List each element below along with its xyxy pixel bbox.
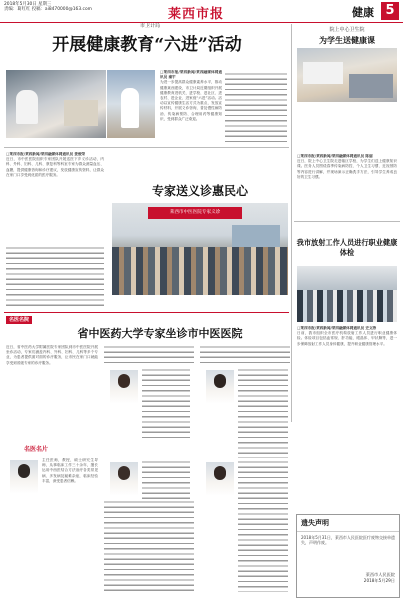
issue-date: 2018年5月30日 星期三: [4, 2, 52, 7]
page-header: [0, 0, 403, 23]
notice-date: 2018年5月29日: [363, 578, 395, 583]
portrait-head: [118, 466, 130, 480]
notice-body: 2018年5月31日，莱西市人民医院医疗废物交接单遗失，声明作废。: [301, 535, 395, 546]
doctor-bio-text: [42, 458, 98, 594]
right-story1-photo: [297, 48, 397, 102]
story3-title: 省中医药大学专家坐诊市中医医院: [77, 327, 243, 340]
story3-intro: [6, 345, 98, 441]
story3-intro-col2: [104, 345, 194, 365]
story1-photo-left: [6, 70, 106, 138]
portrait-head: [18, 464, 30, 478]
right-story2-head: [296, 238, 398, 258]
section-tag: 名医名院: [6, 316, 32, 324]
right-story1-kicker: 院上中心卫生院: [329, 27, 365, 33]
story3-head: [30, 325, 290, 341]
row-divider-1: [4, 147, 289, 148]
header-meta: [4, 2, 92, 13]
photo-figure: [16, 90, 38, 124]
right-story2-body: 日前，我市组织全市医疗机构放射工作人员进行职业健康体检。体检项目包括血常规、肝功能、眼晶体、甲状腺等，进一步保障放射工作人员身体健康，提升职业健康管理水平。: [297, 331, 397, 346]
story2-byline: □莱西市报/莱西新闻/莱西融媒体网通讯员 姜俊荣: [6, 152, 86, 156]
doctor-portrait: [10, 460, 38, 494]
right-story1-text: [297, 154, 397, 216]
photo-desk: [64, 100, 98, 126]
photo-banner: 莱西市中医医院专家义诊: [148, 207, 242, 219]
story2-side-continued: [6, 246, 104, 306]
notice-title: 遗失声明: [297, 515, 399, 532]
story2-title: 专家送义诊惠民心: [151, 184, 248, 198]
photo-building: [232, 225, 280, 247]
doctor-portrait: [110, 370, 138, 404]
right-story2-title: 我市放射工作人员进行职业健康体检: [296, 238, 398, 257]
story1-title: 开展健康教育“六进”活动: [52, 35, 242, 55]
right-story2-photo: [297, 266, 397, 322]
right-story2-byline: □莱西市报/莱西新闻/莱西融媒体网通讯员 史文涛: [297, 326, 377, 330]
portrait-head: [214, 374, 226, 388]
doctors-label: 名医名片: [24, 446, 49, 453]
right-story1-byline: □莱西市报/莱西新闻/莱西融媒体网通讯员 陈丽: [297, 154, 373, 158]
photo-doctor: [121, 88, 139, 128]
section-title: 健康: [352, 6, 374, 19]
story1-col1: [160, 70, 222, 144]
doctor-portrait: [110, 462, 138, 496]
story1-byline: □莱西市报/莱西新闻/莱西融媒体网通讯员 秦宇: [160, 70, 222, 80]
notice-box: [296, 514, 400, 598]
right-story1-title: 为学生送健康课: [319, 35, 375, 45]
right-story1-head: [296, 26, 398, 46]
photo-board: [303, 62, 343, 84]
story2-photo: [112, 203, 288, 295]
editor-line: 责编：葛红红 投稿：ai8470000@163.com: [4, 7, 92, 13]
portrait-head: [214, 466, 226, 480]
portrait-head: [118, 374, 130, 388]
doctor-bio: 主任医师，教授，硕士研究生导师，从事临床工作三十余年，擅长运用中西医结合方法治疗各类常见病、多发病及疑难杂症，临床经验丰富，深受患者信赖。: [42, 458, 98, 483]
page-number: 5: [381, 2, 399, 20]
story1-body: 为进一步提高群众健康素养水平，推动健康莱西建设，市卫计局近期组织开展健康教育进机关、进学校、进社区、进农村、进企业、进家庭“六进”活动。活动以宣传健康生活方式为重点，发放宣传材料，开展义诊咨询，普及慢性病防治、传染病预防、合理用药等健康知识，受到群众广泛欢迎。: [160, 80, 222, 121]
photo-people: [297, 290, 397, 322]
notice-signer: 莱西市人民医院: [365, 572, 395, 577]
right-story1-body: 近日，院上中心卫生院走进辖区学校，为学生们送上健康知识课。医务人员围绕春季传染病防控、个人卫生习惯、近视预防等内容进行讲解，并现场演示正确洗手方法，引导学生养成良好的卫生习惯。: [297, 159, 397, 179]
story3-intro-col3: [200, 345, 290, 365]
column-divider: [291, 24, 292, 422]
doctor-portrait: [206, 462, 234, 496]
photo-crowd: [112, 247, 288, 295]
story2-side-text: [6, 152, 104, 242]
story2-head: [112, 182, 288, 199]
doctor-bio-col: [104, 500, 194, 592]
doctor-bio-col: [142, 368, 190, 438]
story1-col2: [225, 72, 287, 146]
photo-students: [349, 74, 393, 98]
doctor-portrait: [206, 370, 234, 404]
right-divider-1: [294, 221, 400, 222]
row-divider-2: [4, 312, 289, 313]
story3-intro-text: 近日，省中医药大学附属医院专家团队到市中医医院开展坐诊活动，专家们涵盖内科、外科、妇科、儿科等多个专业，为患者提供面对面的诊疗服务，让市民在家门口就能享受到省级专家的诊疗服务。: [6, 345, 98, 365]
doctor-bio-col: [238, 460, 288, 592]
doctor-bio-col: [238, 368, 288, 458]
story1-photo-right: [107, 70, 155, 138]
story1-kicker: 市卫计局: [140, 23, 161, 29]
newspaper-brand: 莱西市报: [168, 7, 225, 22]
story1-headline-block: [7, 30, 287, 55]
right-story2-text: [297, 326, 397, 422]
story2-body: 近日，市中医医院组织专家团队开展送医下乡义诊活动，内科、外科、妇科、儿科、康复科等科室专家为群众测量血压、血糖，提供健康咨询和诊疗建议，发放健康宣传资料，让群众在家门口享受到优质的医疗服务。: [6, 157, 104, 177]
